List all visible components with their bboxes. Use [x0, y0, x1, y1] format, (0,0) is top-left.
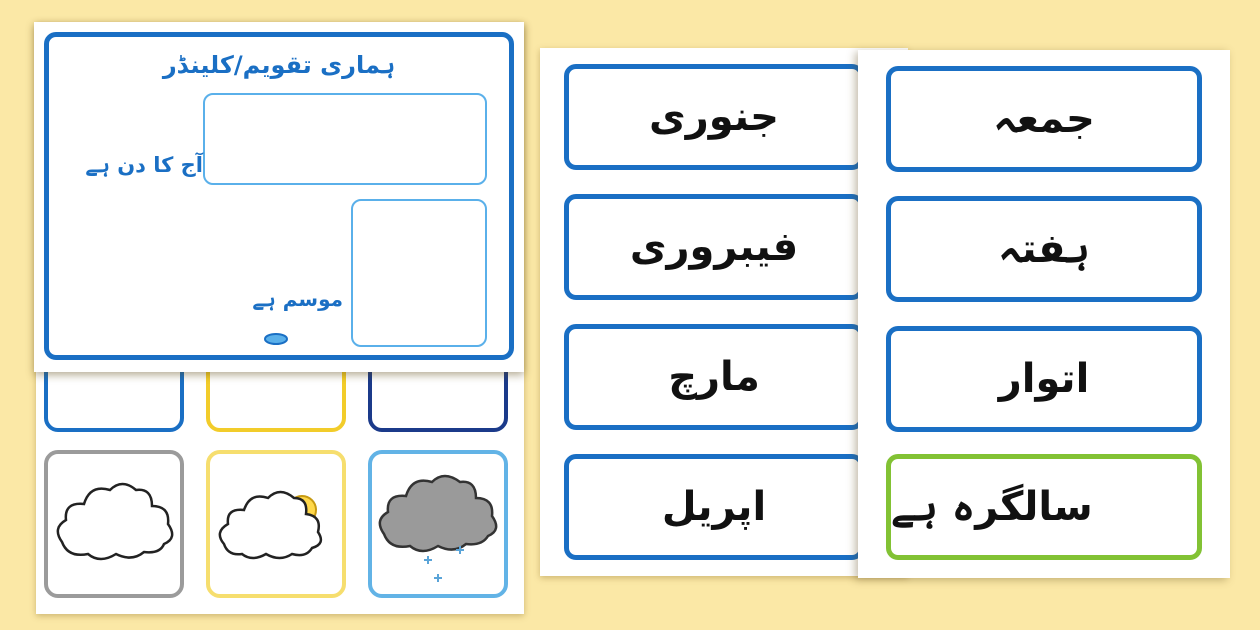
calendar-card: [34, 22, 524, 372]
calendar-title: ہماری تقویم/کلینڈر: [162, 51, 396, 79]
ribbon-icon: [263, 331, 289, 347]
day-name: اتوار: [998, 356, 1090, 402]
weather-slot[interactable]: [351, 199, 487, 347]
sun-cloud-tile[interactable]: [206, 450, 346, 598]
weather-label: موسم ہے: [252, 287, 343, 311]
calendar-card-frame: [44, 32, 514, 360]
day-card-friday[interactable]: [886, 66, 1202, 172]
cloud-tile[interactable]: [44, 450, 184, 598]
date-slot[interactable]: [203, 93, 487, 185]
month-cards-sheet: [540, 48, 908, 576]
month-card-april[interactable]: [564, 454, 864, 560]
day-name: ہفتہ: [998, 226, 1090, 272]
day-card-sunday[interactable]: [886, 326, 1202, 432]
month-label: فیبروری: [629, 224, 799, 270]
birthday-label: سالگرہ ہے: [891, 484, 1093, 530]
sun-behind-cloud-icon: [210, 454, 342, 594]
month-label: اپریل: [661, 484, 767, 530]
month-card-march[interactable]: [564, 324, 864, 430]
month-label: مارچ: [668, 354, 760, 400]
snow-tile[interactable]: [368, 450, 508, 598]
month-card-january[interactable]: [564, 64, 864, 170]
day-label: آج کا دن ہے: [85, 153, 203, 177]
day-card-saturday[interactable]: [886, 196, 1202, 302]
month-label: جنوری: [649, 94, 779, 140]
cloud-icon: [48, 454, 180, 594]
day-cards-sheet: [858, 50, 1230, 578]
day-name: جمعہ: [993, 96, 1095, 142]
birthday-card[interactable]: [886, 454, 1202, 560]
month-card-february[interactable]: [564, 194, 864, 300]
snow-cloud-icon: [372, 454, 504, 594]
